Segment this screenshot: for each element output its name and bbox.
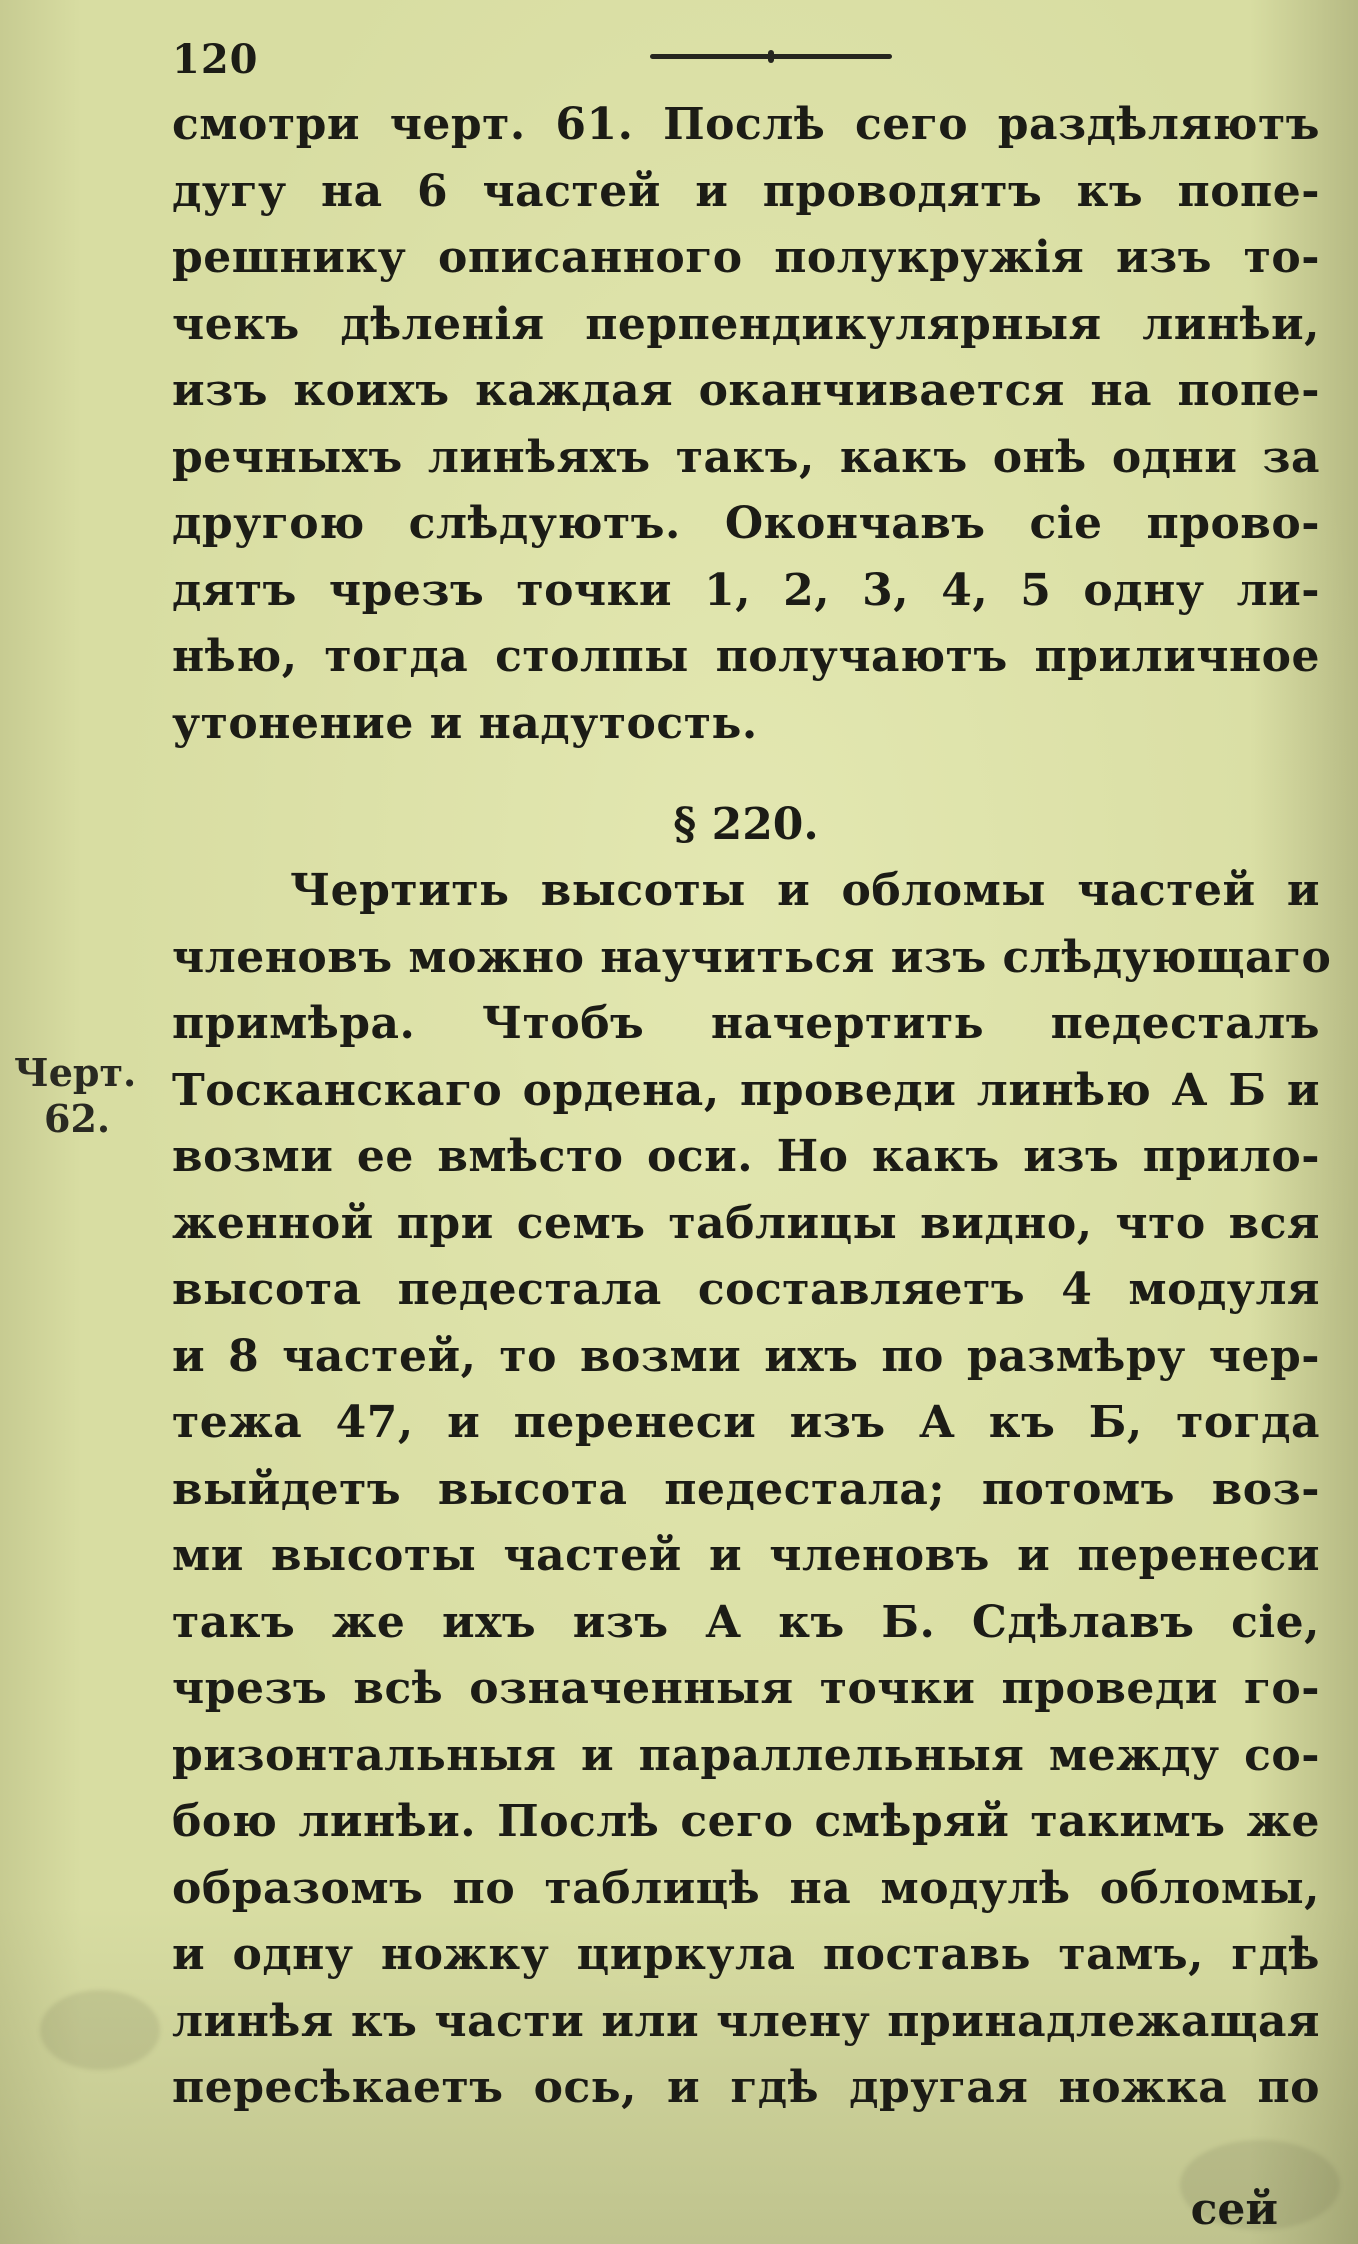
text-line: такъ же ихъ изъ А къ Б. Сдѣлавъ сіе, [172,1596,1320,1648]
text-line: и 8 частей, то возми ихъ по размѣру чер- [172,1330,1320,1382]
text-line: чекъ дѣленія перпендикулярныя линѣи, [172,298,1320,350]
text-line: линѣя къ части или члену принадлежащая [172,1995,1320,2047]
text-line: женной при семъ таблицы видно, что вся [172,1197,1320,1249]
text-line: высота педестала составляетъ 4 модуля [172,1264,1320,1315]
text-line: изъ коихъ каждая оканчивается на попе- [172,365,1320,416]
text-line: чрезъ всѣ означенныя точки проведи го- [172,1663,1320,1714]
text-line: членовъ можно научиться изъ слѣдующаго [172,931,1332,983]
margin-note [14,1050,164,1142]
text-line: дугу на 6 частей и проводятъ къ попе- [172,165,1320,217]
page-number: 120 [172,36,259,83]
text-line: бою линѣи. Послѣ сего смѣряй такимъ же [172,1796,1320,1847]
margin-note-number: 62. [44,1096,111,1141]
margin-note-label: Черт. [14,1050,137,1095]
page-header [172,36,1332,83]
page-stain [40,1990,160,2070]
text-line: тежа 47, и перенеси изъ А къ Б, тогда [172,1397,1320,1448]
text-line: и одну ножку циркула поставь тамъ, гдѣ [172,1929,1320,1980]
text-line: примѣра. Чтобъ начертить педесталъ [172,998,1320,1049]
text-line: ризонтальныя и параллельныя между со- [172,1729,1320,1781]
paragraph-220 [172,858,1332,2122]
text-line: пересѣкаетъ ось, и гдѣ другая ножка по [172,2062,1320,2113]
text-line: ми высоты частей и членовъ и перенеси [172,1530,1320,1581]
text-line: Чертить высоты и обломы частей и [290,865,1320,916]
header-rule [650,54,892,59]
text-line: смотри черт. 61. Послѣ сего раздѣляютъ [172,99,1320,150]
text-line: другою слѣдуютъ. Окончавъ сіе прово- [172,498,1320,549]
text-line: Тосканскаго ордена, проведи линѣю А Б и [172,1064,1320,1116]
section-heading: § 220. [673,799,819,850]
text-line: образомъ по таблицѣ на модулѣ обломы, [172,1862,1320,1914]
text-line: выйдетъ высота педестала; потомъ воз- [172,1463,1320,1515]
text-line: речныхъ линѣяхъ такъ, какъ онѣ одни за [172,431,1320,483]
text-line: возми ее вмѣсто оси. Но какъ изъ прило- [172,1131,1320,1182]
paragraph-continued [172,92,1320,757]
text-line: дятъ чрезъ точки 1, 2, 3, 4, 5 одну ли- [172,564,1320,616]
catchword: сей [1190,2184,1278,2235]
text-line: решнику описанного полукружія изъ то- [172,232,1320,283]
text-line: нѣю, тогда столпы получаютъ приличное [172,631,1320,682]
text-line: утонение и надутость. [172,697,758,749]
